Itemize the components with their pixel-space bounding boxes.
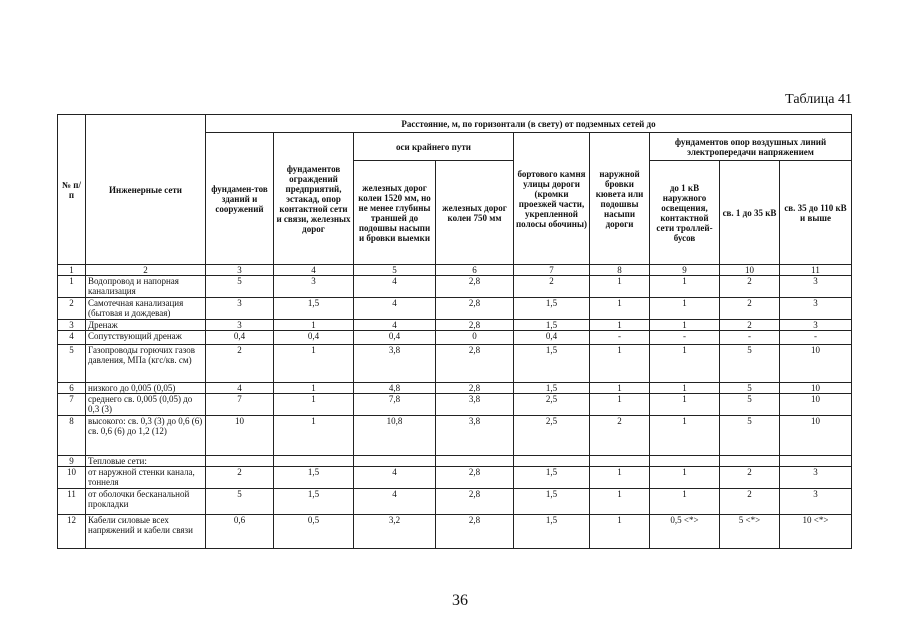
distance-value: 1 [650, 276, 720, 298]
header-power-35kv: св. 1 до 35 кВ [720, 161, 780, 265]
header-power-110kv: св. 35 до 110 кВ и выше [780, 161, 852, 265]
distance-value: 0,4 [274, 331, 354, 345]
distance-value: - [590, 331, 650, 345]
distance-value: 1 [650, 416, 720, 456]
distance-value: 5 [206, 489, 274, 515]
distance-value: 1 [274, 394, 354, 416]
distance-value: 5 [720, 383, 780, 394]
distance-value: 4 [206, 383, 274, 394]
distance-value: 1 [650, 383, 720, 394]
distance-value: 1,5 [514, 467, 590, 489]
distance-value: 2,5 [514, 394, 590, 416]
distance-value: 0,6 [206, 515, 274, 549]
header-name: Инженерные сети [86, 115, 206, 265]
distance-value: 10 [780, 394, 852, 416]
distance-value: 1,5 [274, 489, 354, 515]
header-num: № п/п [58, 115, 86, 265]
row-number: 10 [58, 467, 86, 489]
distance-value [780, 456, 852, 467]
distance-value: 1 [650, 394, 720, 416]
distance-value: 3 [206, 298, 274, 320]
distance-value: 2,8 [436, 298, 514, 320]
table-row [58, 416, 852, 456]
distance-value: 1,5 [514, 298, 590, 320]
row-number: 4 [58, 331, 86, 345]
distance-value: 10 <*> [780, 515, 852, 549]
row-number: 2 [58, 298, 86, 320]
distance-value: 10 [780, 416, 852, 456]
table-row [58, 383, 852, 394]
header-ditch: наружной бровки кювета или подошвы насыпи дороги [590, 133, 650, 265]
distance-value: 4 [354, 467, 436, 489]
table-row [58, 467, 852, 489]
distance-value [436, 456, 514, 467]
table-row [58, 276, 852, 298]
page-number: 36 [452, 592, 468, 609]
distance-value: 4 [354, 489, 436, 515]
distance-value: 0,5 <*> [650, 515, 720, 549]
row-number: 12 [58, 515, 86, 549]
distance-value: 2,8 [436, 276, 514, 298]
header-foundations: фундамен-тов зданий и сооружений [206, 133, 274, 265]
distance-value: 5 [720, 345, 780, 383]
network-name: Дренаж [86, 320, 206, 331]
distance-value: 4 [354, 298, 436, 320]
distance-value: 5 [720, 394, 780, 416]
distance-value: 1 [590, 320, 650, 331]
distance-value: 2,8 [436, 467, 514, 489]
table-caption: Таблица 41 [785, 92, 852, 107]
table-row [58, 331, 852, 345]
distance-value: 1 [274, 345, 354, 383]
distance-value: 3 [780, 298, 852, 320]
network-name: Самотечная канализация (бытовая и дождевая) [86, 298, 206, 320]
distance-value [354, 456, 436, 467]
col-number: 6 [436, 265, 514, 276]
distance-value: 1 [650, 489, 720, 515]
distance-value: 10 [206, 416, 274, 456]
distance-value: 1 [274, 383, 354, 394]
distance-value: 5 <*> [720, 515, 780, 549]
header-rail-750: железных дорог колеи 750 мм [436, 161, 514, 265]
header-rail-1520: железных дорог колеи 1520 мм, но не менее глубины траншей до подошвы насыпи и бровки выемки [354, 161, 436, 265]
header-curb: бортового камня улицы дороги (кромки проезжей части, укрепленной полосы обочины) [514, 133, 590, 265]
distance-value: 10 [780, 383, 852, 394]
header-track-axis: оси крайнего пути [354, 133, 514, 161]
table-row [58, 456, 852, 467]
table-row [58, 515, 852, 549]
distance-value: 2,8 [436, 489, 514, 515]
distance-value: 2 [720, 320, 780, 331]
network-name: Газопроводы горючих газов давления, МПа (кгс/кв. см) [86, 345, 206, 383]
distance-value: 3 [780, 276, 852, 298]
network-name: Кабели силовые всех напряжений и кабели связи [86, 515, 206, 549]
row-number: 3 [58, 320, 86, 331]
col-number: 8 [590, 265, 650, 276]
distance-value: 1 [650, 467, 720, 489]
row-number: 1 [58, 276, 86, 298]
network-name: Водопровод и напорная канализация [86, 276, 206, 298]
distance-value: - [650, 331, 720, 345]
network-name: Сопутствующий дренаж [86, 331, 206, 345]
distance-value: 10 [780, 345, 852, 383]
network-name: среднего св. 0,005 (0,05) до 0,3 (3) [86, 394, 206, 416]
row-number: 8 [58, 416, 86, 456]
distance-value: 7 [206, 394, 274, 416]
distance-value [274, 456, 354, 467]
distance-value: 1,5 [514, 320, 590, 331]
distance-value: 3,8 [354, 345, 436, 383]
header-power-1kv: до 1 кВ наружного освещения, контактной сети троллей-бусов [650, 161, 720, 265]
distance-value: 1,5 [274, 467, 354, 489]
distance-value: 2 [206, 345, 274, 383]
distance-value: 2,8 [436, 345, 514, 383]
distance-value: 1 [590, 467, 650, 489]
table-row [58, 489, 852, 515]
column-numbers-row [58, 265, 852, 276]
distance-value: 3,2 [354, 515, 436, 549]
row-number: 6 [58, 383, 86, 394]
distance-value: 10,8 [354, 416, 436, 456]
row-number: 7 [58, 394, 86, 416]
distance-value: 2 [720, 276, 780, 298]
table-row [58, 320, 852, 331]
col-number: 2 [86, 265, 206, 276]
row-number: 11 [58, 489, 86, 515]
header-power-group: фундаментов опор воздушных линий электропередачи напряжением [650, 133, 852, 161]
distance-value: 3 [274, 276, 354, 298]
distance-value: 4,8 [354, 383, 436, 394]
network-name: низкого до 0,005 (0,05) [86, 383, 206, 394]
distance-value: 3 [206, 320, 274, 331]
distance-value: 3,8 [436, 416, 514, 456]
distance-value: 1 [590, 298, 650, 320]
table-row [58, 345, 852, 383]
distance-value: 2,8 [436, 515, 514, 549]
distance-value: 0 [436, 331, 514, 345]
distance-value: 1,5 [514, 383, 590, 394]
distance-table [57, 114, 852, 549]
distance-value: 1,5 [514, 489, 590, 515]
distance-value: 3 [780, 489, 852, 515]
distance-value [720, 456, 780, 467]
col-number: 3 [206, 265, 274, 276]
distance-value [514, 456, 590, 467]
distance-value: 1 [590, 276, 650, 298]
table-row [58, 298, 852, 320]
distance-value: 3,8 [436, 394, 514, 416]
distance-value: 1 [650, 320, 720, 331]
distance-value: - [720, 331, 780, 345]
distance-value: 1 [650, 298, 720, 320]
distance-value: 2 [514, 276, 590, 298]
distance-value: 1 [650, 345, 720, 383]
distance-value: 2,5 [514, 416, 590, 456]
distance-value [206, 456, 274, 467]
distance-value: 1 [590, 345, 650, 383]
network-name: Тепловые сети: [86, 456, 206, 467]
distance-value: 5 [720, 416, 780, 456]
distance-value: - [780, 331, 852, 345]
distance-value: 0,4 [514, 331, 590, 345]
distance-value: 1 [590, 489, 650, 515]
distance-value: 5 [206, 276, 274, 298]
distance-value: 1 [274, 416, 354, 456]
col-number: 9 [650, 265, 720, 276]
distance-value: 3 [780, 467, 852, 489]
distance-value: 3 [780, 320, 852, 331]
distance-value: 2 [720, 298, 780, 320]
col-number: 1 [58, 265, 86, 276]
network-name: от наружной стенки канала, тоннеля [86, 467, 206, 489]
row-number: 5 [58, 345, 86, 383]
row-number: 9 [58, 456, 86, 467]
header-top: Расстояние, м, по горизонтали (в свету) от подземных сетей до [206, 115, 852, 133]
col-number: 7 [514, 265, 590, 276]
col-number: 11 [780, 265, 852, 276]
distance-value: 4 [354, 320, 436, 331]
distance-value: 2 [206, 467, 274, 489]
col-number: 10 [720, 265, 780, 276]
distance-value: 0,4 [206, 331, 274, 345]
distance-value: 1,5 [514, 515, 590, 549]
distance-value: 1 [590, 394, 650, 416]
distance-value: 0,4 [354, 331, 436, 345]
distance-value: 4 [354, 276, 436, 298]
distance-value: 7,8 [354, 394, 436, 416]
distance-value: 2 [720, 489, 780, 515]
distance-value: 2 [590, 416, 650, 456]
network-name: от оболочки бесканальной прокладки [86, 489, 206, 515]
distance-value [590, 456, 650, 467]
distance-value: 1 [590, 515, 650, 549]
distance-value: 1,5 [274, 298, 354, 320]
network-name: высокого: св. 0,3 (3) до 0,6 (6) св. 0,6 (6) до 1,2 (12) [86, 416, 206, 456]
table-row [58, 394, 852, 416]
distance-value: 0,5 [274, 515, 354, 549]
distance-value: 1 [274, 320, 354, 331]
distance-value: 2 [720, 467, 780, 489]
distance-value: 1 [590, 383, 650, 394]
col-number: 5 [354, 265, 436, 276]
col-number: 4 [274, 265, 354, 276]
header-fences: фундаментов ограждений предприятий, эстакад, опор контактной сети и связи, железных дорог [274, 133, 354, 265]
distance-value [650, 456, 720, 467]
distance-value: 2,8 [436, 320, 514, 331]
distance-value: 1,5 [514, 345, 590, 383]
distance-value: 2,8 [436, 383, 514, 394]
